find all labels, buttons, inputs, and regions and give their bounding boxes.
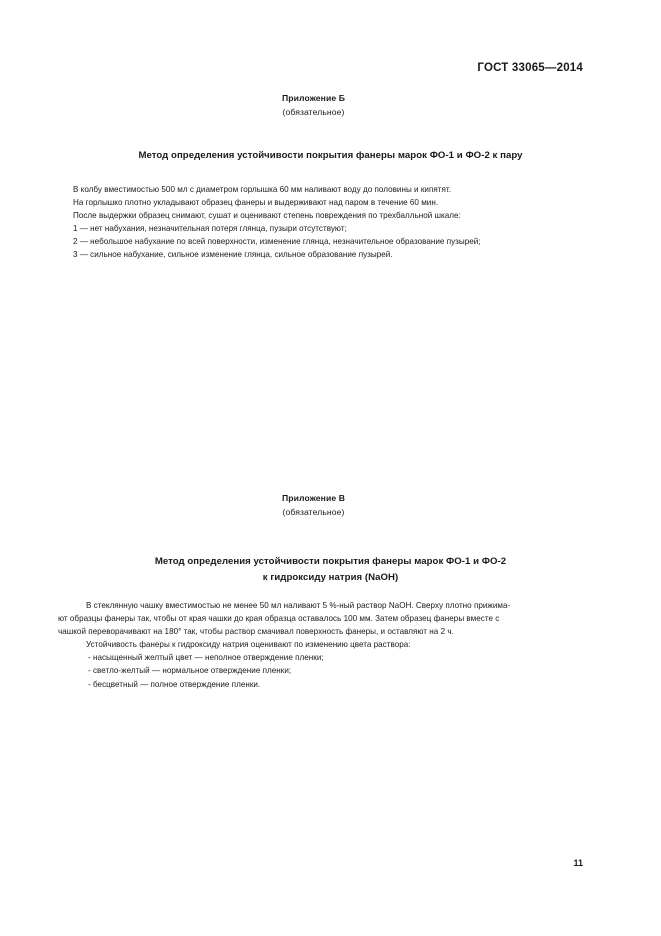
- appendix-v-paragraph-line: ют образцы фанеры так, чтобы от края чашки до края образца оставалось 100 мм. Затем образец фанеры вместе с: [58, 614, 500, 624]
- appendix-b-body-line: После выдержки образец снимают, сушат и оценивают степень повреждения по трехбалльной шкале:: [73, 211, 461, 221]
- appendix-v-caption-line1: Приложение В: [282, 493, 345, 503]
- appendix-v-title: [0, 554, 661, 586]
- appendix-b-body: [73, 183, 481, 262]
- appendix-b-body-line: На горлышко плотно укладывают образец фанеры и выдерживают над паром в течение 60 мин.: [73, 198, 439, 208]
- appendix-b-scale-item: 3 — сильное набухание, сильное изменение глянца, сильное образование пузырей.: [73, 250, 393, 260]
- appendix-b-body-line: В колбу вместимостью 500 мл с диаметром горлышка 60 мм наливают воду до половины и кипятят.: [73, 185, 452, 194]
- appendix-v-list-item: - светло-желтый — нормальное отверждение пленки;: [88, 666, 292, 676]
- appendix-v-caption: [0, 492, 627, 519]
- appendix-v-title-line2: к гидроксиду натрия (NaOH): [262, 572, 399, 583]
- appendix-b-scale-item: 1 — нет набухания, незначительная потеря глянца, пузыри отсутствуют;: [73, 224, 347, 234]
- appendix-b-caption: [0, 92, 627, 119]
- appendix-v-paragraph-line: В стеклянную чашку вместимостью не менее 50 мл наливают 5 %-ный раствор NaOH. Сверху плотно прижима-: [86, 601, 511, 610]
- appendix-b-title: Метод определения устойчивости покрытия фанеры марок ФО-1 и ФО-2 к пару: [138, 150, 523, 161]
- appendix-v-title-line1: Метод определения устойчивости покрытия фанеры марок ФО-1 и ФО-2: [154, 556, 507, 567]
- appendix-v-caption-line2: (обязательное): [282, 506, 345, 517]
- appendix-v-list-item: - бесцветный — полное отверждение пленки.: [88, 679, 261, 689]
- document-header-standard-number: ГОСТ 33065—2014: [477, 62, 583, 74]
- appendix-v-list-item: - насыщенный желтый цвет — неполное отверждение пленки;: [88, 653, 324, 663]
- appendix-v-body: [58, 599, 511, 691]
- appendix-b-scale-item: 2 — небольшое набухание по всей поверхности, изменение глянца, незначительное образование пузырей;: [73, 237, 481, 247]
- appendix-b-caption-line1: Приложение Б: [282, 93, 345, 103]
- appendix-v-lead-in: Устойчивость фанеры к гидроксиду натрия оценивают по изменению цвета раствора:: [86, 640, 411, 650]
- page-number: 11: [573, 858, 583, 868]
- appendix-v-paragraph-line: чашкой переворачивают на 180° так, чтобы раствор смачивал поверхность фанеры, и оставляют на 2 ч.: [58, 627, 454, 637]
- appendix-b-caption-line2: (обязательное): [282, 106, 345, 117]
